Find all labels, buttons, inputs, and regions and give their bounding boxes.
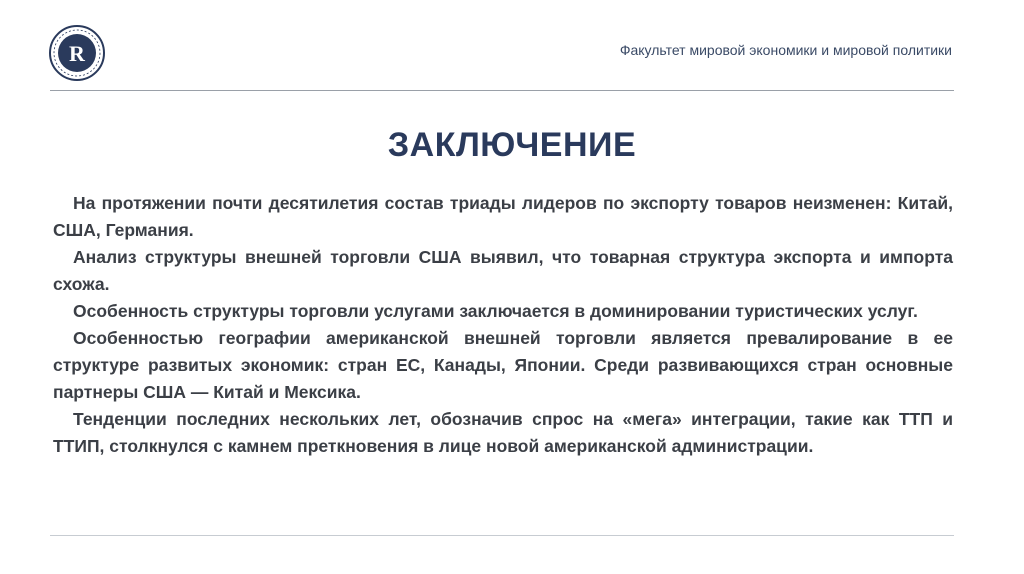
slide-title: ЗАКЛЮЧЕНИЕ <box>387 126 637 164</box>
conclusion-body <box>53 190 953 460</box>
paragraph: Особенность структуры торговли услугами заключается в доминировании туристических услуг. <box>73 301 918 321</box>
paragraph: Тенденции последних нескольких лет, обозначив спрос на «мега» интеграции, такие как ТТП и ТТИП, столкнулся с камнем преткновения в лице новой американской администрации. <box>53 409 953 456</box>
header-divider <box>50 90 954 91</box>
faculty-name: Факультет мировой экономики и мировой политики <box>619 42 952 58</box>
paragraph: Особенностью географии американской внешней торговли является превалирование в ее структуре развитых экономик: стран ЕС, Канады, Японии. Среди развивающихся стран основные партнеры США — Китай и Мексика. <box>53 328 953 402</box>
hse-logo-icon <box>47 23 107 83</box>
footer-divider <box>50 535 954 536</box>
paragraph: Анализ структуры внешней торговли США выявил, что товарная структура экспорта и импорта схожа. <box>53 247 953 294</box>
paragraph: На протяжении почти десятилетия состав триады лидеров по экспорту товаров неизменен: Китай, США, Германия. <box>53 193 953 240</box>
logo-letter: R <box>69 41 85 66</box>
